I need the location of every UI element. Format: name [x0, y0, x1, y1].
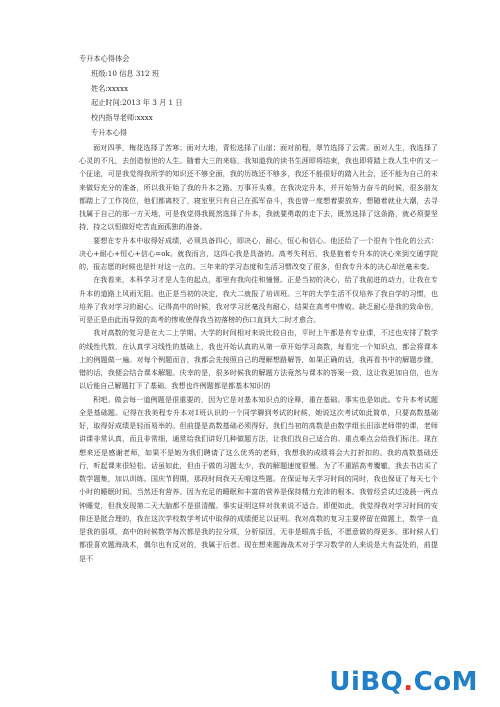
- class-line: 班级:10 信息 312 班: [91, 68, 160, 78]
- section-title: 专升本心得: [91, 127, 127, 137]
- paragraph: 我对高数的复习是在大二上学期。大学的时间相对来说比较自由，平时上午都是有专业课，不过也安排了数学的线性代数，在认真学习线性的基础上，我也开始认真的从第一章开始学习高数，每看完一个知识点，都会将课本上的例题做一遍。对每个例题而言，我都会先按照自己的理解想路解答，如果正确的话，我再看书中的解题步骤，错的话，我便会结合课本解题。庆幸的是，很多时候我的解题方法竟然与课本的答案一致，这让我更加自信，也为以后能自己解题打下了基础。我想也许例题都是都基本知识的: [79, 328, 438, 391]
- document-title: 专升本心得体会: [79, 54, 130, 63]
- watermark-text-a: UiBQ: [329, 667, 404, 697]
- paragraph: 要想在专升本中取得好成绩，必须具备四心，即决心，耐心，恒心和信心。他还给了一个很有个性化的公式：决心+耐心+恒心+信心=ok。就我而言，这四心我是具备的。高考失利后，我是抱着专升本的决心来到交通学院的，报志愿的时候也是针对这一点的。三年来的学习态度和生活习惯改变了很多，但我专升本的决心却丝毫未变。: [79, 235, 438, 272]
- paragraph: 积吧。做会每一道例题是很重要的，因为它是对基本知识点的诠释，重在基础。事实也是如此。专升本考试题全是基础题。记得在我美程专升本对1班认识的一个同学聊到考试的时候，她说这次考试如此简单，只要高数基础好，取得好成绩是轻而易举的。但前提是高数基础必须得好。我们当初的高数是由数学组长田添老师带的课，老师讲课非常认真，而且非常细，通常给我们讲好几种做题方法，让我们找自己适合的。重点难点会给我们标注。现在想来还是感谢老师，如果不是她为我们聘请了这么优秀的老师，我想我的成绩将会大打折扣的。我的高数基础还行，听起课来很轻松。话虽如此，但由于做的习题太少，我的解题速度很慢。为了不重蹈高考覆辙，我去书店买了数学题集，加以训练。国庆节假期，那段时间我天天啃这些题。在保证每天学习时间的同时，我也保证了每天七个小时的睡眠时间。当然还有营养。因为充足的睡眠和丰富的营养是保持精力充沛的根本。我曾经尝试过凌晨一两点钟睡觉，但我发现第二天大脑都不是很清醒。事实证明这样对我来说不适合。即便如此，我觉得我对学习时间的安排还是挺合理的，我在这次学校数学考试中取得的成绩便足以证明。我对高数的复习主要停留在做题上，数学一直是我的弱项，高中的时候数学每次都是我的拉分项，分析原因，无非是眼高手低，不愿意做的得更多。那时候人们都很喜欢题海战术，偶尔也有反对的，我属于后者。现在想来题海战术对于学习数学的人来说是大有益处的，前提是不: [79, 394, 438, 563]
- advisor-line: 校内指导老师:xxxx: [91, 113, 153, 123]
- name-line: 姓名:xxxxx: [91, 83, 129, 93]
- paragraph: 面对四季，梅花选择了苦寒；面对大地，青松选择了山崖；面对前程，翠竹选择了云霄。面对人生，我选择了心灵的不凡，去创造惊世的人生。随着大三的来临，我知道我的读书生涯即将结束，我也即将踏上我人生中的又一个征途，可是我觉得我所学的知识还不够全面，我的历练还不够多，我还不能很好的踏入社会，还不能为自己的未来做好充分的准备，所以我开始了我的升本之路。万事开头难，在我决定升本，并开始努力奋斗的时候，很多朋友都踏上了工作岗位，他们都离校了，寝室里只有自己在孤军奋斗，我也曾一度想着要放弃，想随着就业大潮，去寻找属于自己的那一方天地，可是我觉得我既然选择了升本，我就要勇敢的走下去，既然选择了这条路，就必须要坚持，持之以恒做好吃苦直面孤独的准备。: [79, 142, 438, 232]
- time-line: 起止时间:2013 年 3 月 1 日: [91, 98, 183, 108]
- watermark-dot: .: [403, 667, 414, 697]
- paragraph: 在我看来，本科学习才是人生的起点，那里有我向往和憧憬。正是当初的决心，给了我前进的动力，让我在专升本的道路上风雨无阻。也正是当初的决定，我大二就报了培训班。三年的大学生活不仅培养了我自学的习惯，也培养了我对学习的耐心。记得高中的时候，我对学习丝毫没有耐心，结果在高考中惨败。缺乏耐心是我的致命伤，可是正是由此而导致的高考的惨败使得我当初落榜的伤口直到大二时才愈合。: [79, 275, 438, 325]
- watermark-logo: [329, 667, 478, 697]
- watermark-text-b: CoM: [413, 667, 478, 697]
